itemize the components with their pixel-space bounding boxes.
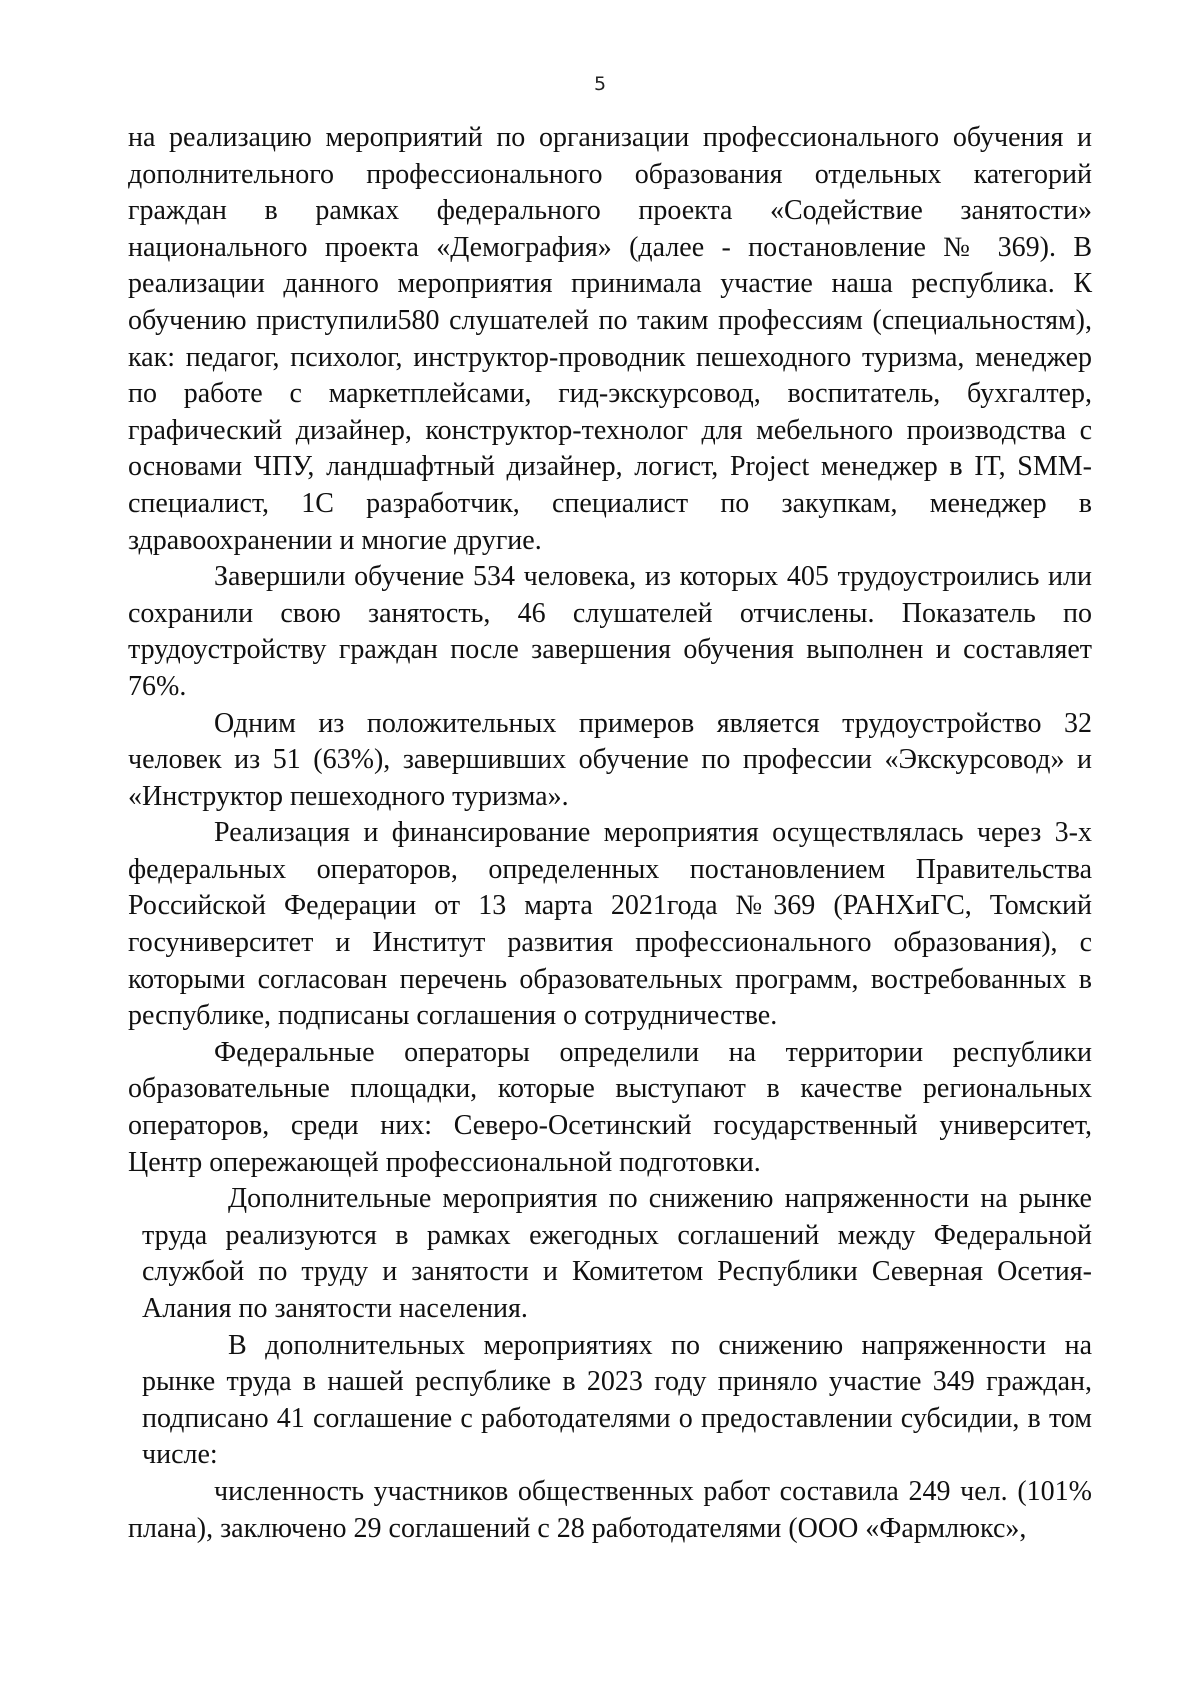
paragraph-participation-2023: В дополнительных мероприятиях по снижению напряженности на рынке труда в нашей республике в 2023 году приняло участие 349 граждан, подписано 41 соглашение с работодателями о предоставлении субсидии, в том числе:	[142, 1329, 1092, 1471]
paragraph-continuation: на реализацию мероприятий по организации профессионального обучения и дополнительного профессионального образования отдельных категорий граждан в рамках федерального проекта «Содействие занятости» национального проекта «Демография» (далее - постановление № 369). В реализации данного мероприятия принимала участие наша республика. К обучению приступили580 слушателей по таким профессиям (специальностям), как: педагог, психолог, инструктор-проводник пешеходного туризма, менеджер по работе с маркетплейсами, гид-экскурсовод, воспитатель, бухгалтер, графический дизайнер, конструктор-технолог для мебельного производства с основами ЧПУ, ландшафтный дизайнер, логист, Project менеджер в IT, SMM-специалист, 1С разработчик, специалист по закупкам, менеджер в здравоохранении и многие другие.	[128, 122, 1092, 556]
paragraph-public-works: численность участников общественных работ составила 249 чел. (101% плана), заключено 29 соглашений с 28 работодателями (ООО «Фармлюкс»,	[128, 1475, 1092, 1544]
paragraph-additional-measures: Дополнительные мероприятия по снижению напряженности на рынке труда реализуются в рамках ежегодных соглашений между Федеральной службой по труду и занятости и Комитетом Республики Северная Осетия-Алания по занятости населения.	[142, 1183, 1092, 1324]
paragraph-federal-operators: Реализация и финансирование мероприятия осуществлялась через 3-х федеральных операторов, определенных постановлением Правительства Российской Федерации от 13 марта 2021года №369 (РАНХиГС, Томский госуниверситет и Институт развития профессионального образования), с которыми согласован перечень образовательных программ, востребованных в республике, подписаны соглашения о сотрудничестве.	[128, 817, 1092, 1032]
paragraph-positive-example: Одним из положительных примеров является трудоустройство 32 человек из 51 (63%), завершивших обучение по профессии «Экскурсовод» и «Инструктор пешеходного туризма».	[128, 707, 1092, 812]
paragraph-regional-operators: Федеральные операторы определили на территории республики образовательные площадки, которые выступают в качестве региональных операторов, среди них: Северо-Осетинский государственный университет, Центр опережающей профессиональной подготовки.	[128, 1036, 1092, 1178]
paragraph-training-results: Завершили обучение 534 человека, из которых 405 трудоустроились или сохранили свою занятость, 46 слушателей отчислены. Показатель по трудоустройству граждан после завершения обучения выполнен и составляет 76%.	[128, 561, 1092, 702]
document-body	[128, 120, 1092, 1547]
page-number: 5	[593, 73, 607, 95]
